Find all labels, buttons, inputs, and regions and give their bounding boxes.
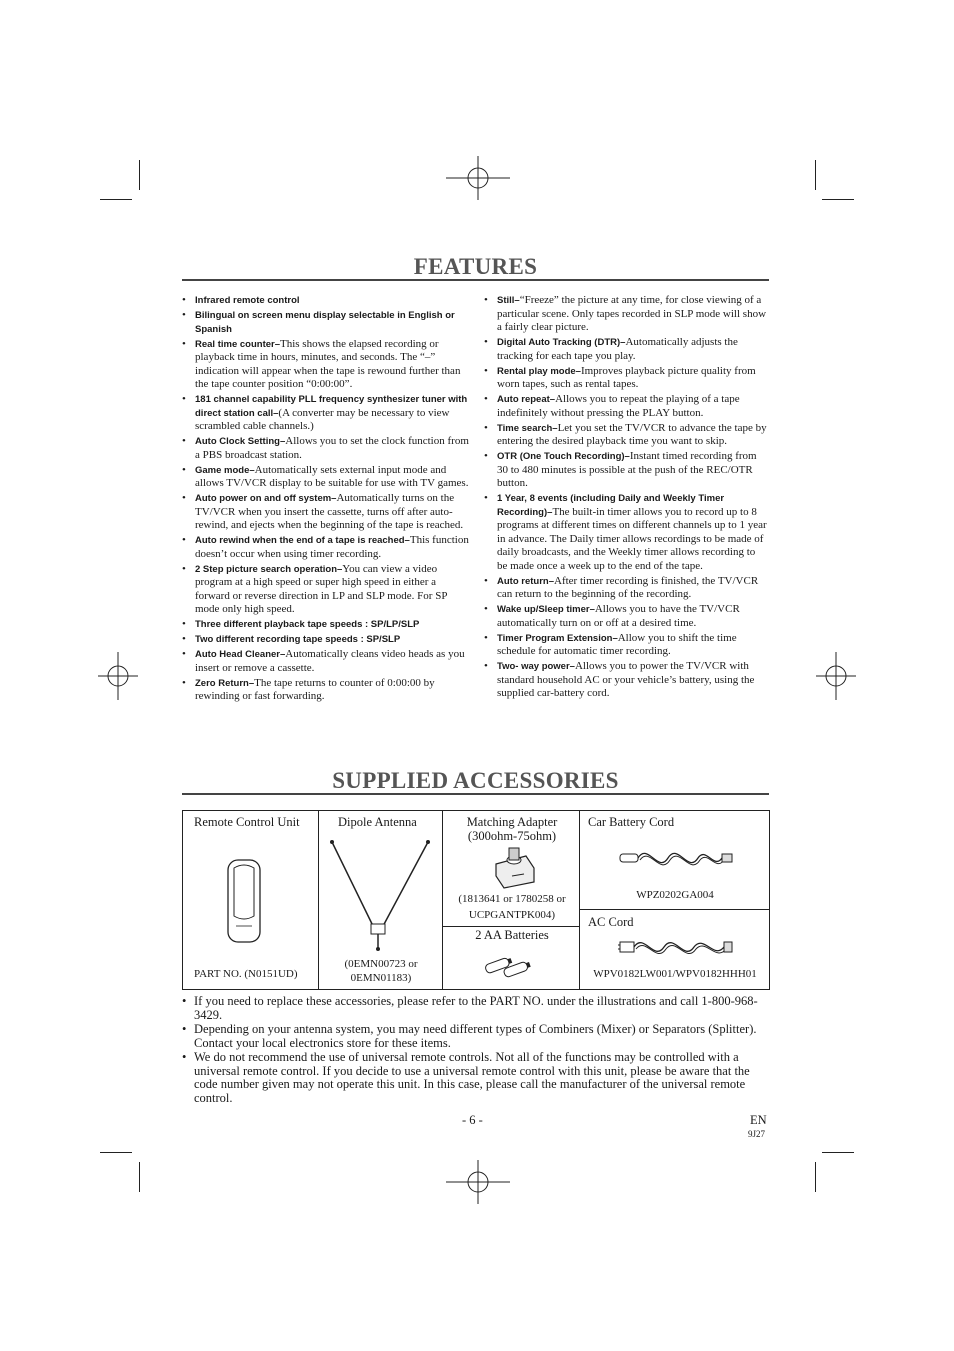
feature-description: Automatically cleans video heads as you insert or remove a cassette. [195, 648, 465, 674]
accessories-rule [182, 793, 769, 795]
feature-description: Allows you to have the TV/VCR automatically turn on or off at a desired time. [497, 603, 740, 629]
feature-item [182, 618, 472, 632]
feature-keyword: Auto repeat– [497, 394, 556, 405]
features-left-column [182, 294, 472, 705]
feature-item [182, 633, 472, 647]
feature-keyword: Auto return– [497, 575, 554, 587]
feature-keyword: Timer Program Extension– [497, 632, 618, 644]
feature-description: This function doesn’t occur when using timer recording. [195, 534, 469, 560]
adapter-label: Matching Adapter (300ohm-75ohm) [466, 815, 558, 843]
feature-keyword: Two different recording tape speeds : SP/SLP [195, 634, 401, 645]
feature-description: After timer recording is finished, the TV/VCR can return to the beginning of the recording. [497, 574, 759, 600]
language-code: EN [750, 1113, 767, 1127]
feature-item [484, 492, 768, 573]
feature-description: You can view a video program at a high speed or super high speed in either a forward or reverse direction in LP and SLP mode. For SP mode only high speed. [195, 562, 448, 615]
feature-item [182, 294, 472, 308]
feature-keyword: Auto power on and off system– [195, 493, 337, 504]
feature-item [484, 632, 768, 659]
registration-mark-right [816, 652, 856, 700]
feature-description: Automatically adjusts the tracking for each tape you play. [497, 336, 738, 362]
feature-description: “Freeze” the picture at any time, for close viewing of a particular scene. Only tapes recorded in SLP mode will show a fairly clear picture. [497, 294, 767, 333]
features-right-column [484, 294, 768, 702]
feature-item [182, 648, 472, 675]
car-battery-cord-icon [618, 840, 734, 880]
feature-keyword: Digital Auto Tracking (DTR)– [497, 337, 626, 348]
feature-keyword: Real time counter– [195, 338, 280, 350]
features-right-list [484, 294, 768, 701]
batteries-label: 2 AA Batteries [475, 928, 549, 942]
feature-keyword: Three different playback tape speeds : SP/LP/SLP [195, 619, 420, 630]
feature-keyword: Infrared remote control [195, 295, 300, 306]
feature-keyword: Wake up/Sleep timer– [497, 604, 595, 615]
feature-item [182, 464, 472, 491]
remote-control-icon [224, 856, 264, 946]
feature-item [484, 450, 768, 491]
feature-description: This shows the elapsed recording or playback time in hours, minutes, and seconds. The “–” indication will appear when the tape is rewound further than the tape counter position “0:00:00”. [195, 337, 461, 390]
registration-mark-left [98, 652, 138, 700]
feature-description: Automatically sets external input mode and allows TV/VCR display to be suitable for use with TV games. [195, 463, 469, 489]
feature-keyword: Game mode– [195, 464, 255, 476]
feature-item [182, 338, 472, 392]
feature-description: Automatically turns on the TV/VCR when you insert the cassette, turns off after auto-rewind, and ejects when the beginning of the tape is reached. [195, 492, 464, 531]
feature-keyword: Bilingual on screen menu display selectable in English or Spanish [195, 310, 455, 335]
feature-item [182, 393, 472, 434]
antenna-part-no: (0EMN00723 or 0EMN01183) [344, 958, 418, 984]
feature-keyword: Two- way power– [497, 661, 575, 672]
features-title: FEATURES [413, 254, 538, 279]
feature-item [484, 575, 768, 602]
feature-keyword: Auto rewind when the end of a tape is reached– [195, 535, 410, 546]
feature-item [182, 309, 472, 336]
feature-keyword: OTR (One Touch Recording)– [497, 451, 630, 462]
feature-keyword: Auto Head Cleaner– [195, 649, 286, 660]
feature-description: Allows you to power the TV/VCR with standard household AC or your vehicle’s battery, using the supplied car-battery cord. [497, 660, 755, 699]
feature-description: The tape returns to counter of 0:00:00 by rewinding or fast forwarding. [195, 676, 435, 702]
feature-description: The built-in timer allows you to record up to 8 programs at different times on different channels up to 1 year in advance. The Daily timer allows recordings to be made of daily broadcasts, and the Weekly timer allows recording to be made once a week up to the end of the tape. [497, 505, 767, 572]
feature-description: Allows you to set the clock function from a PBS broadcast station. [195, 435, 469, 461]
note-item: • Depending on your antenna system, you may need different types of Combiners (Mixer) or Separators (Splitter). Contact your local electronics store for these items. [182, 1023, 772, 1050]
feature-item [484, 422, 768, 449]
matching-adapter-icon [490, 846, 538, 890]
registration-mark-top [446, 156, 510, 200]
aa-batteries-icon [482, 952, 542, 978]
feature-keyword: 181 channel capability PLL frequency synthesizer tuner with direct station call– [195, 394, 468, 419]
feature-keyword: Rental play mode– [497, 365, 581, 377]
feature-description: (A converter may be necessary to view scrambled cable channels.) [195, 406, 450, 432]
feature-keyword: Time search– [497, 422, 558, 434]
feature-item [182, 677, 472, 704]
remote-part-no: PART NO. (N0151UD) [194, 968, 298, 980]
feature-item [484, 603, 768, 630]
document-code: 9J27 [748, 1129, 766, 1139]
feature-item [484, 393, 768, 420]
page-number: - 6 - [462, 1113, 483, 1127]
feature-item [484, 365, 768, 392]
feature-keyword: Auto Clock Setting– [195, 436, 286, 447]
car-cord-part-no: WPZ0202GA004 [636, 889, 714, 901]
adapter-part-no: (1813641 or 1780258 or UCPGANTPK004) [458, 893, 566, 921]
accessories-notes [182, 995, 772, 1106]
feature-description: Instant timed recording from 30 to 480 minutes is possible at the push of the REC/OTR button. [497, 450, 757, 489]
features-left-list [182, 294, 472, 704]
feature-description: Let you set the TV/VCR to advance the tape by entering the desired playback time you want to skip. [497, 421, 767, 447]
remote-label: Remote Control Unit [194, 815, 300, 829]
feature-keyword: Zero Return– [195, 677, 255, 689]
ac-cord-part-no: WPV0182LW001/WPV0182HHH01 [593, 968, 757, 980]
feature-item [484, 294, 768, 335]
note-item: • If you need to replace these accessories, please refer to the PART NO. under the illustrations and call 1-800-968-3429. [182, 995, 772, 1022]
car-cord-label: Car Battery Cord [588, 815, 675, 829]
feature-keyword: Still– [497, 295, 520, 306]
feature-description: Allow you to shift the time schedule for automatic timer recording. [497, 631, 737, 657]
feature-item [182, 435, 472, 462]
ac-cord-icon [618, 930, 734, 966]
features-rule [182, 279, 769, 281]
feature-item [182, 534, 472, 561]
feature-description: Improves playback picture quality from worn tapes, such as rental tapes. [497, 364, 756, 390]
note-item: • We do not recommend the use of universal remote controls. Not all of the functions may be controlled with a universal remote control. If you decide to use a universal remote control with this unit, please be aware that the code number given may not operate this unit. In this case, please call the manufacturer of the universal remote control. [182, 1051, 772, 1105]
feature-keyword: 2 Step picture search operation– [195, 563, 343, 575]
feature-item [484, 660, 768, 701]
dipole-antenna-icon [326, 838, 434, 952]
feature-keyword: 1 Year, 8 events (including Daily and Weekly Timer Recording)– [497, 493, 725, 518]
registration-mark-bottom [446, 1160, 510, 1204]
feature-item [484, 336, 768, 363]
feature-description: Allows you to repeat the playing of a tape indefinitely without pressing the PLAY button. [497, 393, 740, 419]
accessories-title: SUPPLIED ACCESSORIES [332, 768, 619, 793]
antenna-label: Dipole Antenna [338, 815, 417, 829]
feature-item [182, 563, 472, 617]
feature-item [182, 492, 472, 533]
ac-cord-label: AC Cord [588, 915, 634, 929]
